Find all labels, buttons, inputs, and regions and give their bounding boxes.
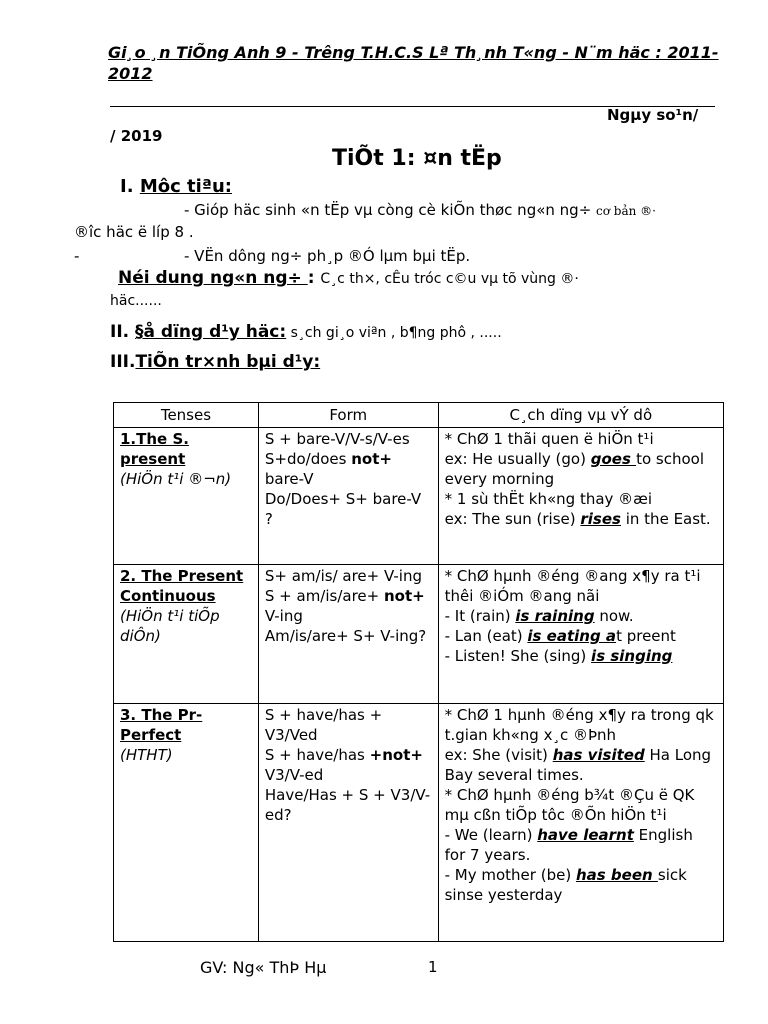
form-negative: S + have/has +not+ V3/V-ed [264, 746, 423, 784]
example-line: ex: The sun (rise) rises in the East. [444, 510, 711, 528]
usage-cell [438, 704, 723, 942]
form-cell [258, 565, 438, 704]
header-tenses: Tenses [114, 403, 259, 428]
tense-vietnamese: (HTHT) [120, 746, 173, 764]
usage-line: * ChØ 1 hµnh ®éng x¶y ra trong qk t.gian kh«ng x¸c ®Þnh [444, 706, 714, 744]
usage-cell [438, 428, 723, 565]
objective-line-3: - VËn dông ng÷ ph¸p ®Ó lµm bµi tËp. [184, 247, 471, 265]
footer-teacher: GV: Ng« ThÞ Hµ [200, 958, 327, 977]
example-answer: has visited [552, 746, 645, 764]
objective-text: - Gióp häc sinh «n tËp vµ còng cè kiÕn thøc ng«n ng÷ [184, 201, 597, 219]
example-line: - My mother (be) has been sick sinse yesterday [444, 866, 687, 904]
example-answer: is eating a [527, 627, 617, 645]
example-answer: is singing [591, 647, 673, 665]
lesson-title: TiÕt 1: ¤n tËp [332, 146, 502, 171]
section-label: §å dïng d¹y häc: [135, 322, 287, 342]
example-answer: goes [590, 450, 637, 468]
content-colon: : [307, 268, 321, 288]
content-text-continued: häc...... [110, 293, 162, 309]
tense-name: 1.The S. present [120, 430, 189, 468]
tense-cell [114, 704, 259, 942]
page-header: Gi¸o ¸n TiÕng Anh 9 - Trêng T.H.C.S Lª Th¸nh T«ng - N¨m häc : 2011- 2012 [108, 43, 719, 83]
example-line: - Listen! She (sing) is singing [444, 647, 673, 665]
form-cell [258, 704, 438, 942]
tense-vietnamese: (HiÖn t¹i tiÕp diÔn) [120, 607, 220, 645]
page-number: 1 [428, 958, 438, 976]
example-line: - Lan (eat) is eating at preent [444, 627, 676, 645]
objective-line-2: ®îc häc ë líp 8 . [74, 223, 194, 241]
header-form: Form [258, 403, 438, 428]
form-cell [258, 428, 438, 565]
form-negative: S+do/does not+ bare-V [264, 450, 392, 488]
usage-line: * ChØ 1 thãi quen ë hiÖn t¹i [444, 430, 654, 448]
form-question: Am/is/are+ S+ V-ing? [264, 627, 427, 645]
tense-cell [114, 428, 259, 565]
section-procedure-heading [110, 352, 320, 372]
tense-name: 2. The Present Continuous [120, 567, 244, 605]
content-heading [118, 268, 579, 288]
objective-small-text: cơ bản ®· [596, 204, 656, 218]
table-row [114, 428, 724, 565]
usage-line: * ChØ hµnh ®éng b¾t ®Çu ë QK mµ cßn tiÕp tôc ®Õn hiÖn t¹i [444, 786, 695, 824]
example-answer: rises [580, 510, 621, 528]
example-answer: is raining [515, 607, 595, 625]
section-label: TiÕn tr×nh bµi d¹y: [135, 352, 321, 372]
example-line: ex: He usually (go) goes to school every morning [444, 450, 705, 488]
usage-line: * ChØ hµnh ®éng ®ang x¶y ra t¹i thêi ®iÓm ®ang nãi [444, 567, 701, 605]
table-row [114, 565, 724, 704]
example-line: - We (learn) have learnt English for 7 years. [444, 826, 693, 864]
tenses-table [113, 402, 724, 942]
materials-text: s¸ch gi¸o viªn , b¶ng phô , ..... [286, 325, 502, 341]
table-header-row [114, 403, 724, 428]
form-negative: S + am/is/are+ not+ V-ing [264, 587, 425, 625]
example-line: - It (rain) is raining now. [444, 607, 634, 625]
section-label: Môc tiªu: [139, 176, 232, 197]
section-number: I. [120, 176, 140, 197]
content-text: C¸c th×, cÊu tróc c©u vµ tõ vùng ®· [320, 271, 579, 287]
tense-name: 3. The Pr- Perfect [120, 706, 203, 744]
section-number: III. [110, 352, 136, 372]
example-answer: have learnt [537, 826, 634, 844]
usage-line: * 1 sù thËt kh«ng thay ®æi [444, 490, 653, 508]
objective-dash: - [74, 247, 80, 265]
tense-cell [114, 565, 259, 704]
section-objectives-heading [120, 176, 232, 197]
tense-vietnamese: (HiÖn t¹i ®¬n) [120, 470, 232, 488]
objective-line-1 [184, 201, 656, 219]
prep-date-label: Ngµy so¹n/ [607, 106, 699, 124]
form-affirmative: S + have/has + V3/Ved [264, 706, 383, 744]
section-materials-heading [110, 322, 502, 342]
header-usage: C¸ch dïng vµ vÝ dô [438, 403, 723, 428]
form-question: Do/Does+ S+ bare-V ? [264, 490, 422, 528]
form-affirmative: S+ am/is/ are+ V-ing [264, 567, 422, 585]
usage-cell [438, 565, 723, 704]
prep-date-year: / 2019 [110, 127, 163, 145]
table-row [114, 704, 724, 942]
section-number: II. [110, 322, 136, 342]
example-answer: has been [575, 866, 658, 884]
form-affirmative: S + bare-V/V-s/V-es [264, 430, 410, 448]
form-question: Have/Has + S + V3/V-ed? [264, 786, 431, 824]
example-line: ex: She (visit) has visited Ha Long Bay several times. [444, 746, 712, 784]
content-label: Néi dung ng«n ng÷ [118, 268, 308, 288]
